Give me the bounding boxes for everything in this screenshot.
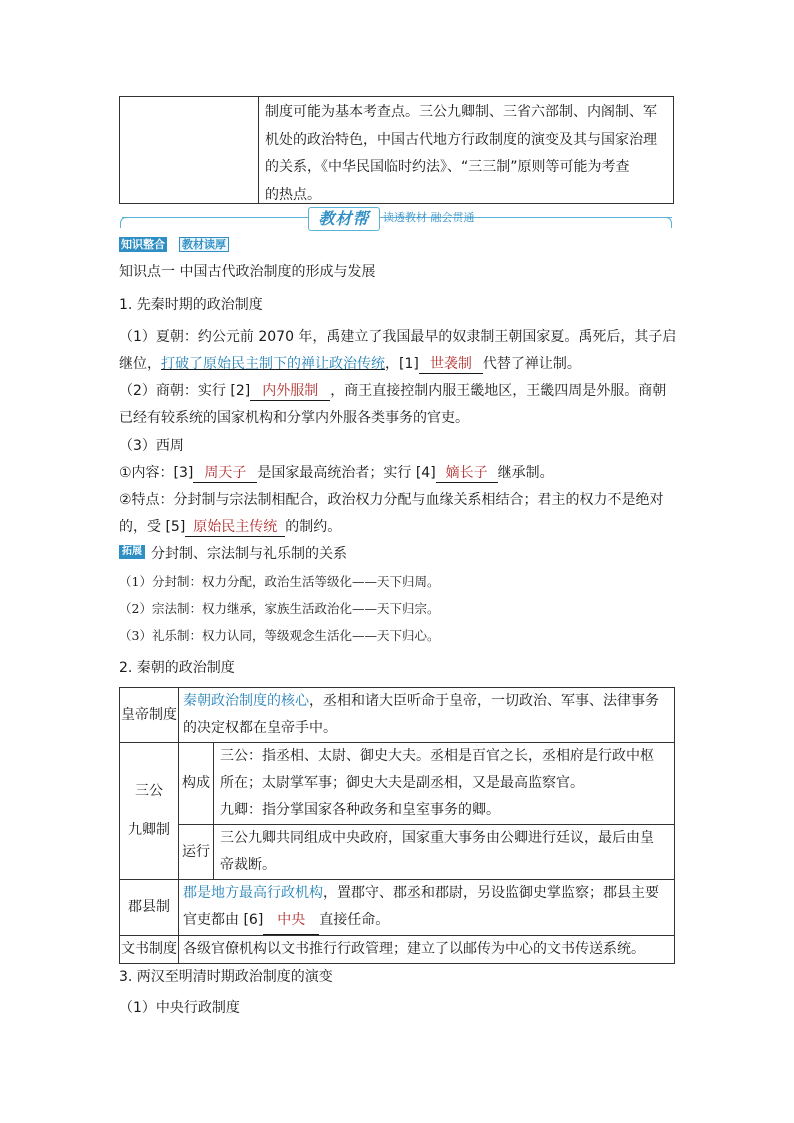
cell-line	[183, 880, 670, 907]
cell-line	[183, 688, 670, 715]
table-row	[120, 743, 675, 825]
section-heading: 3. 两汉至明清时期政治制度的演变	[119, 969, 333, 985]
banner-cap-right	[661, 217, 672, 228]
cell-line: 三公九卿共同组成中央政府，国家重大事务由公卿进行廷议，最后由皇	[220, 830, 654, 846]
text: 继承制。	[497, 465, 554, 481]
cell-line: 的热点。	[265, 186, 321, 203]
label-line: 三公	[135, 783, 163, 799]
highlight-text: 秦朝政治制度的核心	[183, 693, 309, 709]
para-xizhou-feature-a: ②特点：分封制与宗法制相配合，政治权力分配与血缘关系相结合；君主的权力不是绝对	[119, 492, 664, 508]
para-xizhou-content	[119, 462, 554, 483]
cell-line	[183, 907, 670, 935]
cell-line: 机处的政治特色，中国古代地方行政制度的演变及其与国家治理	[265, 131, 657, 148]
banner-subtitle: 读透教材 融会贯通	[383, 211, 475, 224]
tag-textbook: 教材读厚	[179, 237, 229, 252]
row-content	[179, 880, 675, 936]
text: ，置郡守、郡丞和郡尉，另设监御史掌监察；郡县主要	[323, 885, 659, 901]
cell-line: 的决定权都在皇帝手中。	[183, 720, 337, 736]
para-xia-b	[119, 353, 581, 374]
para-xizhou-feature-b	[119, 516, 341, 537]
cell-line: 三公：指丞相、太尉、御史大夫。丞相是百官之长，丞相府是行政中枢	[220, 748, 654, 764]
section-heading: 2. 秦朝的政治制度	[119, 660, 235, 676]
para-xizhou: （3）西周	[119, 438, 184, 454]
table-divider	[258, 97, 259, 203]
para-shang-a	[119, 380, 666, 401]
highlight-text: 打破了原始民主制下的禅让政治传统	[161, 356, 385, 372]
row-label	[120, 743, 179, 880]
sub-label: 构成	[179, 743, 214, 825]
text: ，丞相和诸大臣听命于皇帝，一切政治、军事、法律事务	[309, 693, 659, 709]
answer-blank-2: 内外服制	[250, 380, 330, 401]
text: 继位，	[119, 356, 161, 372]
text: 直接任命。	[319, 912, 390, 928]
text: 是国家最高统治者；实行 [4]	[257, 465, 436, 481]
text: ①内容：[3]	[119, 465, 194, 481]
row-content	[214, 825, 675, 880]
extension-item: （2）宗法制：权力继承，家族生活政治化——天下归宗。	[119, 601, 440, 616]
text: 代替了禅让制。	[482, 356, 581, 372]
table-row	[120, 936, 675, 964]
extension-tag: 拓展	[119, 545, 145, 559]
text: 的制约。	[285, 519, 342, 535]
table-row	[120, 688, 675, 743]
extension-item: （3）礼乐制：权力认同，等级观念生活化——天下归心。	[119, 628, 440, 643]
answer-blank-6: 中央	[263, 907, 319, 935]
row-content: 各级官僚机构以文书推行行政管理；建立了以邮传为中心的文书传送系统。	[179, 936, 675, 964]
answer-blank-5: 原始民主传统	[185, 516, 285, 537]
para-shang-b: 已经有较系统的国家机构和分掌内外服各类事务的官吏。	[119, 410, 469, 426]
knowledge-point-title: 知识点一 中国古代政治制度的形成与发展	[119, 264, 376, 280]
table-row	[120, 880, 675, 936]
cell-line: 制度可能为基本考查点。三公九卿制、三省六部制、内阁制、军	[265, 104, 657, 120]
text: （2）商朝：实行 [2]	[119, 383, 251, 399]
table-cell	[265, 99, 670, 209]
qin-table	[119, 687, 675, 964]
row-content	[179, 688, 675, 743]
para-xia-a: （1）夏朝：约公元前 2070 年，禹建立了我国最早的奴隶制王朝国家夏。禹死后，其子启	[119, 329, 677, 345]
row-label: 郡县制	[120, 880, 179, 936]
text: 官吏都由 [6]	[183, 912, 264, 928]
highlight-text: 郡是地方最高行政机构	[183, 885, 323, 901]
extension-title: 分封制、宗法制与礼乐制的关系	[151, 546, 347, 562]
text: ，[1]	[385, 356, 419, 372]
answer-blank-4: 嫡长子	[436, 462, 498, 483]
cell-line: 的关系，《中华民国临时约法》、“三三制”原则等可能为考查	[265, 159, 630, 175]
table-row	[120, 825, 675, 880]
row-content	[214, 743, 675, 825]
sub-label: 运行	[179, 825, 214, 880]
banner-cap-left	[120, 217, 131, 228]
cell-line: 帝裁断。	[220, 857, 276, 873]
label-line: 九卿制	[128, 822, 170, 838]
cell-line: 九卿：指分掌国家各种政务和皇室事务的卿。	[220, 802, 500, 818]
tag-knowledge: 知识整合	[121, 238, 165, 251]
top-table	[119, 96, 674, 204]
cell-line: 所在；太尉掌军事；御史大夫是副丞相，又是最高监察官。	[220, 775, 584, 791]
row-label: 皇帝制度	[120, 688, 179, 743]
text: 的，受 [5]	[119, 519, 186, 535]
banner-title: 教材帮	[308, 207, 380, 231]
answer-blank-1: 世袭制	[419, 353, 483, 374]
text: ，商王直接控制内服王畿地区，王畿四周是外服。商朝	[330, 383, 667, 399]
answer-blank-3: 周天子	[193, 462, 257, 483]
section-heading: 1. 先秦时期的政治制度	[119, 297, 263, 313]
subsection-heading: （1）中央行政制度	[119, 1000, 240, 1016]
row-label: 文书制度	[120, 936, 179, 964]
extension-item: （1）分封制：权力分配，政治生活等级化——天下归周。	[119, 574, 440, 589]
